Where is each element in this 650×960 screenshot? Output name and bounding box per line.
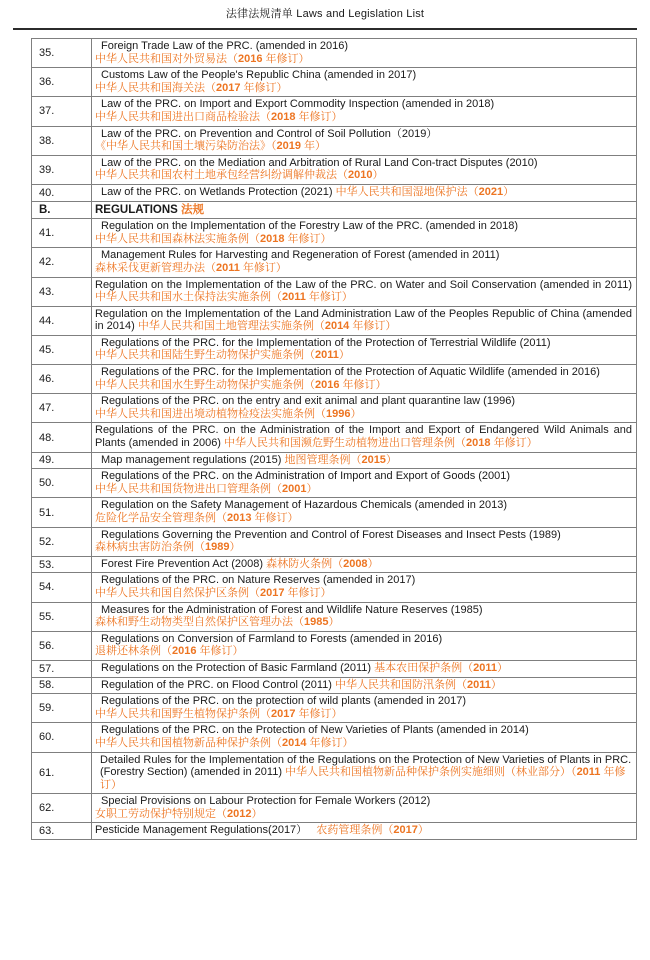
row-number: 52.	[32, 527, 92, 556]
table-row	[32, 602, 637, 631]
table-row	[32, 68, 637, 97]
row-number: 43.	[32, 277, 92, 306]
law-title-en: Regulation on the Implementation of the Forestry Law of the PRC. (amended in 2018)	[101, 220, 519, 233]
law-title-en: Regulation on the Implementation of the Law of the PRC. on Water and Soil Conservation (amended in 2011)	[95, 278, 632, 291]
row-text	[92, 219, 637, 248]
law-title-cn: 中华人民共和国野生植物保护条例（2017 年修订）	[95, 707, 343, 720]
row-text	[92, 126, 637, 155]
law-title-cn: 中华人民共和国水土保持法实施条例（2011 年修订）	[95, 291, 353, 304]
table-row	[32, 184, 637, 201]
law-title-en: Regulations of the PRC. for the Implementation of the Protection of Aquatic Wildlife (amended in 2016)	[101, 366, 600, 379]
table-row	[32, 556, 637, 573]
law-title-cn: 中华人民共和国进出口商品检验法（2018 年修订）	[95, 110, 343, 123]
law-title-cn: 中华人民共和国森林法实施条例（2018 年修订）	[95, 232, 332, 245]
law-title-cn: 退耕还林条例（2016 年修订）	[95, 645, 244, 658]
row-text	[92, 277, 637, 306]
table-row	[32, 248, 637, 277]
row-number: 51.	[32, 498, 92, 527]
row-number: 53.	[32, 556, 92, 573]
row-number: 42.	[32, 248, 92, 277]
table-row	[32, 423, 637, 452]
law-title-cn: 森林和野生动物类型自然保护区管理办法（1985）	[95, 616, 340, 629]
law-title-cn: 中华人民共和国自然保护区条例（2017 年修订）	[95, 586, 332, 599]
table-row	[32, 126, 637, 155]
law-title-en: Measures for the Administration of Forest and Wildlife Nature Reserves (1985)	[101, 603, 483, 616]
row-text	[92, 527, 637, 556]
table-row	[32, 794, 637, 823]
law-title-en: Foreign Trade Law of the PRC. (amended in 2016)	[101, 40, 349, 52]
row-number: 63.	[32, 823, 92, 840]
row-text	[92, 556, 637, 573]
table-row	[32, 677, 637, 694]
law-title-en: Law of the PRC. on Import and Export Commodity Inspection (amended in 2018)	[101, 98, 495, 111]
table-row	[32, 660, 637, 677]
law-title-cn: 中华人民共和国植物新品种保护条例实施细则（林业部分）（2011 年修订）	[100, 766, 626, 791]
law-title-en: Regulations of the PRC. on the protection of wild plants (amended in 2017)	[101, 695, 467, 708]
table-row	[32, 335, 637, 364]
table-row	[32, 155, 637, 184]
law-title-en: Regulations on Conversion of Farmland to Forests (amended in 2016)	[101, 632, 443, 645]
law-title-cn: 中华人民共和国湿地保护法（2021）	[335, 185, 515, 198]
row-text	[92, 97, 637, 126]
law-title-en: Forest Fire Prevention Act (2008)	[101, 557, 264, 570]
law-title-cn: 法规	[181, 203, 205, 216]
law-title-cn: 中华人民共和国水生野生动物保护实施条例（2016 年修订）	[95, 378, 387, 391]
law-title-en: Customs Law of the People's Republic China (amended in 2017)	[101, 69, 417, 82]
page-title: 法律法规清单 Laws and Legislation List	[225, 8, 425, 20]
row-number: 45.	[32, 335, 92, 364]
law-title-en: Regulation of the PRC. on Flood Control (2011)	[101, 678, 332, 691]
row-number: 38.	[32, 126, 92, 155]
row-text	[92, 394, 637, 423]
row-text	[92, 823, 637, 840]
table-row	[32, 723, 637, 752]
row-text	[92, 573, 637, 602]
law-title-cn: 中华人民共和国土地管理法实施条例（2014 年修订）	[137, 320, 397, 333]
row-number: 49.	[32, 452, 92, 469]
row-text	[92, 184, 637, 201]
law-title-en: Regulations on the Protection of Basic Farmland (2011)	[101, 661, 372, 674]
law-title-en: Special Provisions on Labour Protection for Female Workers (2012)	[101, 795, 431, 808]
law-title-cn: 中华人民共和国货物进出口管理条例（2001）	[95, 482, 318, 495]
law-title-cn: 地图管理条例（2015）	[284, 453, 397, 466]
row-number: 55.	[32, 602, 92, 631]
law-title-en: Law of the PRC. on Prevention and Control of Soil Pollution（2019）	[101, 127, 438, 140]
law-title-en: Regulations of the PRC. for the Implementation of the Protection of Terrestrial Wildlife (2011)	[101, 336, 551, 349]
law-title-en: Law of the PRC. on Wetlands Protection (2021)	[101, 185, 333, 198]
row-text	[92, 677, 637, 694]
row-text	[92, 68, 637, 97]
law-title-cn: 中华人民共和国防汛条例（2011）	[335, 678, 502, 691]
law-title-cn: 中华人民共和国对外贸易法（2016 年修订）	[95, 52, 310, 65]
law-title-en: Regulations of the PRC. on Nature Reserves (amended in 2017)	[101, 574, 416, 587]
law-title-cn: 中华人民共和国陆生野生动物保护实施条例（2011）	[95, 349, 350, 362]
row-text	[92, 469, 637, 498]
table-row	[32, 631, 637, 660]
table-row	[32, 39, 637, 68]
law-title-cn: 中华人民共和国农村土地承包经营纠纷调解仲裁法（2010）	[95, 169, 384, 182]
law-title-en: Map management regulations (2015)	[101, 453, 282, 466]
law-title-en: Regulation on the Safety Management of Hazardous Chemicals (amended in 2013)	[101, 499, 508, 512]
table-row	[32, 365, 637, 394]
row-number: 61.	[32, 752, 92, 794]
row-text	[92, 365, 637, 394]
row-number: 58.	[32, 677, 92, 694]
law-title-cn: 森林采伐更新管理办法（2011 年修订）	[95, 261, 287, 274]
law-title-cn: 中华人民共和国植物新品种保护条例（2014 年修订）	[95, 736, 354, 749]
law-title-en: Regulations of the PRC. on the entry and exit animal and plant quarantine law (1996)	[101, 395, 515, 408]
row-text	[92, 660, 637, 677]
row-text	[92, 155, 637, 184]
row-number: 54.	[32, 573, 92, 602]
row-text	[92, 631, 637, 660]
row-text	[92, 423, 637, 452]
row-number: 44.	[32, 306, 92, 335]
row-text	[92, 723, 637, 752]
row-number: 40.	[32, 184, 92, 201]
row-text	[92, 335, 637, 364]
law-title-cn: 森林防火条例（2008）	[266, 557, 379, 570]
row-number: 62.	[32, 794, 92, 823]
row-text	[92, 602, 637, 631]
table-row	[32, 498, 637, 527]
row-text	[92, 752, 637, 794]
table-row	[32, 277, 637, 306]
row-number: 35.	[32, 39, 92, 68]
law-title-en: Pesticide Management Regulations(2017）	[95, 824, 308, 837]
table-row	[32, 97, 637, 126]
law-title-cn: 中华人民共和国海关法（2017 年修订）	[95, 81, 288, 94]
row-number: 59.	[32, 694, 92, 723]
row-text	[92, 452, 637, 469]
law-title-cn: 《中华人民共和国土壤污染防治法》（2019 年）	[95, 140, 327, 153]
law-title-cn: 中华人民共和国濒危野生动植物进出口管理条例（2018 年修订）	[224, 437, 538, 450]
law-title-en: Regulations Governing the Prevention and Control of Forest Diseases and Insect Pests (1989)	[101, 528, 561, 541]
law-title-en: Regulations of the PRC. on the Administration of Import and Export of Goods (2001)	[101, 470, 511, 483]
row-text	[92, 694, 637, 723]
law-title-cn: 中华人民共和国进出境动植物检疫法实施条例（1996）	[95, 407, 362, 420]
law-title-cn: 基本农田保护条例（2011）	[374, 661, 508, 674]
law-title-en: Regulations of the PRC. on the Protection of New Varieties of Plants (amended in 2014)	[101, 724, 529, 737]
table-row	[32, 219, 637, 248]
law-title-cn: 危险化学品安全管理条例（2013 年修订）	[95, 512, 299, 524]
law-title-en: Management Rules for Harvesting and Regeneration of Forest (amended in 2011)	[101, 249, 500, 262]
header-divider	[13, 28, 637, 30]
row-number: 41.	[32, 219, 92, 248]
law-title-en: REGULATIONS	[95, 203, 178, 216]
law-title-cn: 森林病虫害防治条例（1989）	[95, 541, 241, 554]
row-number: 60.	[32, 723, 92, 752]
row-number: 36.	[32, 68, 92, 97]
row-number: B.	[32, 201, 92, 219]
table-row	[32, 394, 637, 423]
laws-table	[31, 38, 637, 840]
law-title-cn: 女职工劳动保护特别规定（2012）	[95, 807, 263, 820]
row-text	[92, 306, 637, 335]
row-number: 46.	[32, 365, 92, 394]
row-text	[92, 248, 637, 277]
row-text	[92, 201, 637, 219]
law-title-en: Regulation on the Implementation of the Land Administration Law of the Peoples Republic of China (amended in 2014)	[95, 307, 632, 333]
law-title-en: Law of the PRC. on the Mediation and Arbitration of Rural Land Con-tract Disputes (2010)	[101, 156, 538, 169]
row-number: 57.	[32, 660, 92, 677]
table-row	[32, 752, 637, 794]
row-text	[92, 794, 637, 823]
table-row	[32, 573, 637, 602]
law-title-cn: 农药管理条例（2017）	[316, 824, 429, 837]
table-row	[32, 527, 637, 556]
table-row	[32, 306, 637, 335]
row-number: 47.	[32, 394, 92, 423]
row-text	[92, 39, 637, 68]
table-row	[32, 823, 637, 840]
row-text	[92, 498, 637, 527]
table-row	[32, 469, 637, 498]
section-row	[32, 201, 637, 219]
row-number: 37.	[32, 97, 92, 126]
row-number: 56.	[32, 631, 92, 660]
row-number: 39.	[32, 155, 92, 184]
table-row	[32, 452, 637, 469]
table-row	[32, 694, 637, 723]
law-title-en: Regulations of the PRC. on the Administration of the Import and Export of Endangered Wild Animals and Plants (amended in 2006)	[95, 424, 632, 450]
row-number: 50.	[32, 469, 92, 498]
law-title-en: Detailed Rules for the Implementation of the Regulations on the Protection of New Varieties of Plants in PRC. (Forestry Section) (amended in 2011)	[100, 753, 632, 779]
row-number: 48.	[32, 423, 92, 452]
